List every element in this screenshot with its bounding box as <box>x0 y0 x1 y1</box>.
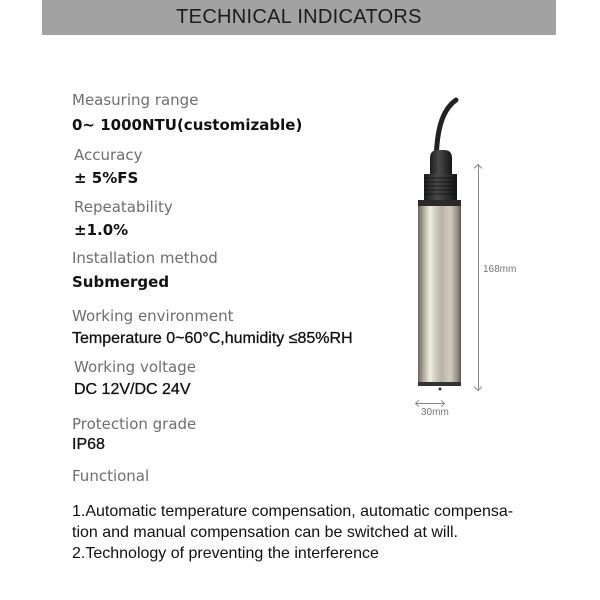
spec-label: Working voltage <box>74 358 196 376</box>
spec-value: ±1.0% <box>74 221 129 239</box>
width-dimension-arrow <box>416 403 444 404</box>
functional-line: 2.Technology of preventing the interference <box>72 545 379 562</box>
width-dimension-label: 30mm <box>421 407 449 418</box>
spec-label: Repeatability <box>74 198 173 216</box>
functional-line: tion and manual compensation can be switched at will. <box>72 524 458 541</box>
spec-label: Installation method <box>72 249 218 267</box>
spec-value: IP68 <box>72 436 105 453</box>
spec-label: Working environment <box>72 307 234 325</box>
functional-description <box>72 501 562 564</box>
spec-value: Temperature 0~60°C,humidity ≤85%RH <box>72 330 353 347</box>
spec-value: DC 12V/DC 24V <box>74 381 191 398</box>
spec-working-voltage <box>74 357 196 401</box>
spec-working-environment <box>72 306 353 350</box>
spec-label: Functional <box>72 467 150 485</box>
spec-value: 0~ 1000NTU(customizable) <box>72 116 303 134</box>
spec-measuring-range <box>72 90 302 136</box>
spec-label: Measuring range <box>72 91 199 109</box>
sensor-probe-image <box>400 70 520 430</box>
spec-repeatability <box>74 197 173 241</box>
header-bar <box>42 0 556 35</box>
spec-functional <box>72 466 149 486</box>
spec-installation-method <box>72 248 218 293</box>
functional-line: 1.Automatic temperature compensation, automatic compensa- <box>72 503 514 520</box>
page-title: TECHNICAL INDICATORS <box>176 6 422 28</box>
spec-label: Protection grade <box>72 415 197 433</box>
height-dimension-label: 168mm <box>483 264 517 275</box>
spec-label: Accuracy <box>74 146 143 164</box>
spec-value: Submerged <box>72 273 170 291</box>
spec-protection-grade <box>72 414 196 456</box>
spec-accuracy <box>74 145 142 189</box>
spec-value: ± 5%FS <box>74 169 139 187</box>
height-dimension-arrow <box>478 165 479 390</box>
